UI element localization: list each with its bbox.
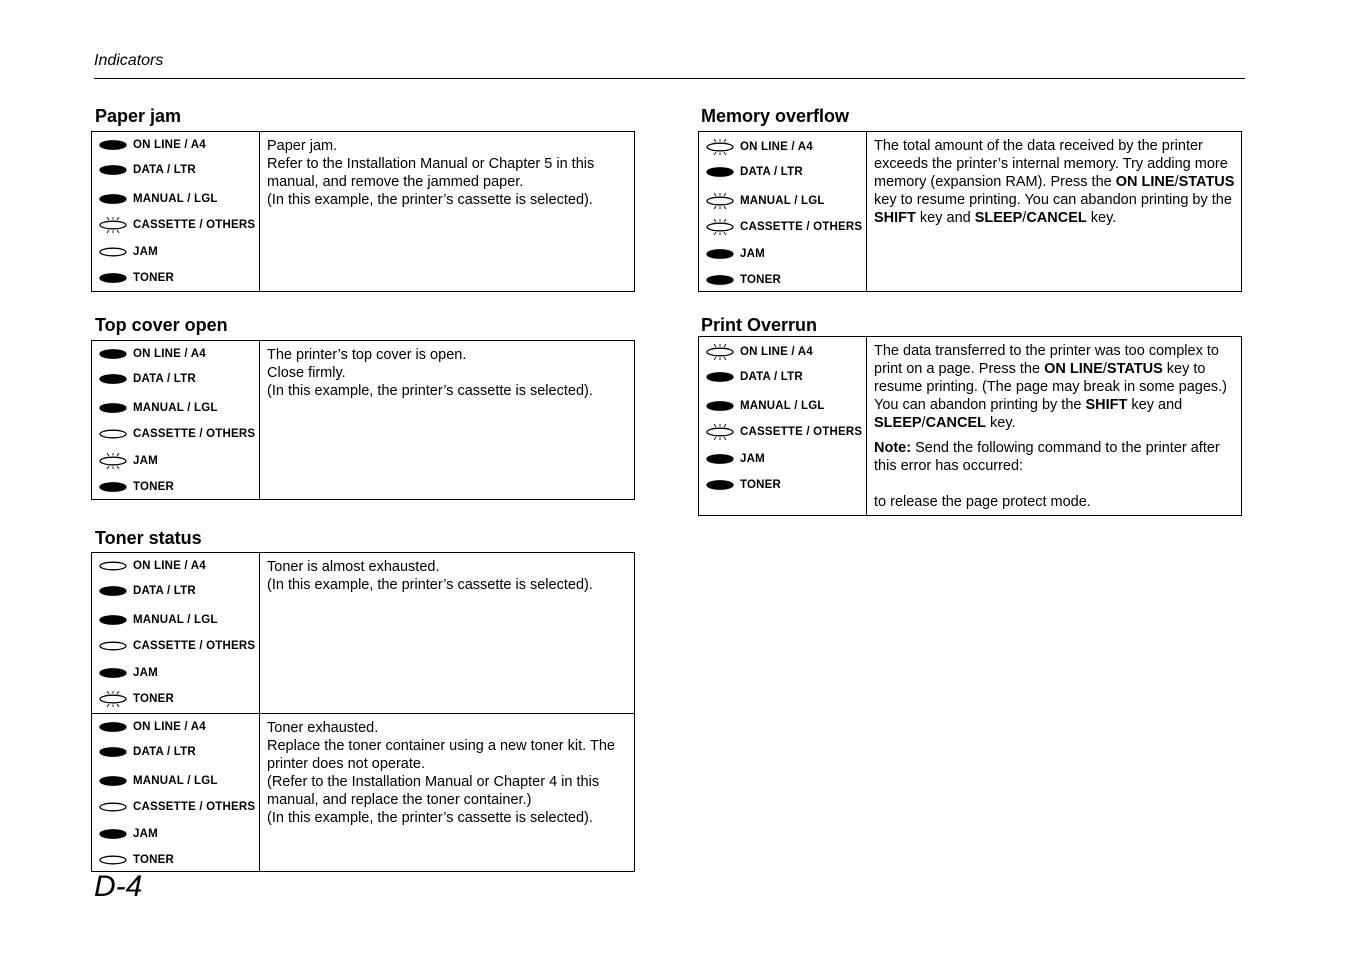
text: Replace the toner container using a new toner kit. The printer does not operate. — [267, 738, 615, 772]
indicator-light — [98, 638, 255, 654]
indicator-row — [92, 132, 634, 291]
led-on-icon — [705, 369, 735, 385]
indicator-light — [98, 162, 196, 178]
memory-overflow-title: Memory overflow — [701, 106, 850, 126]
led-blinking-icon — [98, 691, 128, 707]
indicator-light — [705, 246, 765, 262]
indicator-light — [98, 773, 218, 789]
indicator-light — [98, 217, 255, 233]
text: key. — [986, 415, 1016, 431]
led-on-icon — [705, 246, 735, 262]
indicator-light — [98, 612, 218, 628]
indicator-light — [98, 191, 218, 207]
indicator-row — [699, 132, 1241, 291]
led-off-icon — [98, 852, 128, 868]
indicator-light — [98, 852, 174, 868]
text: Send the following command to the printer after this error has occurred: — [874, 440, 1220, 474]
description — [867, 132, 1241, 291]
description-paragraph — [267, 191, 634, 209]
led-on-icon — [98, 371, 128, 387]
led-on-icon — [98, 270, 128, 286]
led-off-icon — [98, 799, 128, 815]
indicator-light — [98, 691, 174, 707]
led-on-icon — [705, 451, 735, 467]
text: / — [1102, 361, 1107, 377]
text: The printer’s top cover is open. — [267, 347, 467, 363]
text: Refer to the Installation Manual or Chapter 5 in this manual, and remove the jammed paper. — [267, 156, 595, 190]
text: key and — [1127, 397, 1183, 413]
bold-text: SHIFT — [1085, 397, 1128, 413]
indicator-label: DATA / LTR — [133, 373, 196, 385]
text: (In this example, the printer’s cassette is selected). — [267, 383, 593, 399]
indicator-label: TONER — [133, 481, 175, 493]
indicator-label: ON LINE / A4 — [133, 560, 206, 572]
bold-text: Note: — [874, 440, 912, 456]
led-blinking-icon — [705, 424, 735, 440]
led-blinking-icon — [705, 193, 735, 209]
text: Close firmly. — [267, 365, 346, 381]
indicator-label: ON LINE / A4 — [133, 348, 206, 360]
indicator-label: DATA / LTR — [133, 164, 196, 176]
indicator-light — [98, 826, 158, 842]
indicator-label: TONER — [740, 274, 782, 286]
indicator-light — [98, 426, 255, 442]
indicator-label: MANUAL / LGL — [740, 400, 825, 412]
indicator-label: ON LINE / A4 — [740, 141, 813, 153]
indicator-label: MANUAL / LGL — [740, 195, 825, 207]
indicator-label: JAM — [740, 453, 765, 465]
description-paragraph — [874, 475, 1241, 493]
description-paragraph — [267, 576, 634, 594]
led-blinking-icon — [705, 219, 735, 235]
text: Paper jam. — [267, 138, 338, 154]
indicator-row — [92, 713, 634, 871]
description-paragraph — [267, 809, 634, 827]
text: / — [1022, 210, 1027, 226]
led-on-icon — [98, 583, 128, 599]
indicator-label: CASSETTE / OTHERS — [740, 426, 863, 438]
description — [867, 337, 1241, 515]
indicator-light — [98, 400, 218, 416]
page-header: Indicators — [94, 52, 164, 69]
led-off-icon — [98, 638, 128, 654]
text: The total amount of the data received by the printer exceeds the printer’s internal memory. Try adding more memory (expansion RAM). Press the — [874, 138, 1228, 190]
text: (In this example, the printer’s cassette is selected). — [267, 192, 593, 208]
indicator-lamps — [92, 132, 260, 291]
indicator-label: CASSETTE / OTHERS — [133, 801, 256, 813]
bold-text: CANCEL — [925, 415, 986, 431]
led-on-icon — [98, 479, 128, 495]
print-overrun-table — [698, 336, 1242, 516]
indicator-label: DATA / LTR — [133, 746, 196, 758]
indicator-light — [705, 369, 803, 385]
indicator-label: TONER — [740, 479, 782, 491]
description-paragraph — [267, 773, 634, 809]
indicator-label: CASSETTE / OTHERS — [133, 640, 256, 652]
description-paragraph — [267, 558, 634, 576]
led-on-icon — [98, 773, 128, 789]
indicator-row — [92, 341, 634, 499]
indicator-label: DATA / LTR — [740, 371, 803, 383]
indicator-light — [98, 744, 196, 760]
description-paragraph — [267, 137, 634, 155]
header-rule — [94, 78, 1245, 79]
toner-status-title: Toner status — [95, 528, 202, 548]
indicator-label: MANUAL / LGL — [133, 614, 218, 626]
indicator-light — [705, 139, 813, 155]
led-on-icon — [98, 612, 128, 628]
indicator-light — [98, 558, 206, 574]
description-paragraph — [874, 342, 1241, 432]
indicator-light — [705, 164, 803, 180]
description-paragraph — [874, 493, 1241, 511]
bold-text: ON LINE — [1044, 361, 1103, 377]
led-blinking-icon — [705, 344, 735, 360]
led-on-icon — [98, 162, 128, 178]
indicator-light — [98, 799, 255, 815]
text: key and — [915, 210, 975, 226]
indicator-light — [98, 665, 158, 681]
paper-jam-table — [91, 131, 635, 292]
indicator-light — [98, 371, 196, 387]
bold-text: SLEEP — [874, 415, 922, 431]
description-paragraph — [267, 382, 634, 400]
text: Toner is almost exhausted. — [267, 559, 440, 575]
print-overrun-title: Print Overrun — [701, 315, 818, 335]
led-on-icon — [98, 826, 128, 842]
indicator-label: MANUAL / LGL — [133, 775, 218, 787]
led-on-icon — [98, 346, 128, 362]
bold-text: STATUS — [1106, 361, 1163, 377]
top-cover-open-table — [91, 340, 635, 500]
indicator-light — [98, 346, 206, 362]
bold-text: CANCEL — [1026, 210, 1087, 226]
led-off-icon — [98, 558, 128, 574]
text: key. — [1086, 210, 1117, 226]
indicator-lamps — [92, 553, 260, 713]
bold-text: ON LINE — [1115, 174, 1175, 190]
page-number: D-4 — [94, 870, 143, 903]
top-cover-open-title: Top cover open — [95, 315, 228, 335]
description-paragraph — [874, 137, 1241, 227]
text: Toner exhausted. — [267, 720, 379, 736]
led-on-icon — [705, 398, 735, 414]
led-on-icon — [98, 744, 128, 760]
led-on-icon — [98, 137, 128, 153]
text: The data transferred to the printer was too complex to print on a page. Press the — [874, 343, 1219, 377]
indicator-lamps — [92, 341, 260, 499]
toner-status-table — [91, 552, 635, 872]
led-blinking-icon — [98, 217, 128, 233]
led-blinking-icon — [705, 139, 735, 155]
text: / — [1174, 174, 1179, 190]
led-on-icon — [705, 164, 735, 180]
indicator-light — [705, 272, 781, 288]
indicator-lamps — [699, 132, 867, 291]
indicator-lamps — [92, 714, 260, 871]
indicator-label: ON LINE / A4 — [133, 139, 206, 151]
indicator-light — [705, 344, 813, 360]
indicator-light — [98, 583, 196, 599]
indicator-lamps — [699, 337, 867, 515]
led-off-icon — [98, 426, 128, 442]
indicator-label: JAM — [133, 667, 158, 679]
indicator-label: JAM — [133, 828, 158, 840]
description-paragraph — [267, 737, 634, 773]
text: to release the page protect mode. — [874, 494, 1091, 510]
led-on-icon — [98, 719, 128, 735]
text: key to resume printing. You can abandon printing by the — [874, 192, 1232, 208]
description — [260, 132, 634, 291]
indicator-label: DATA / LTR — [133, 585, 196, 597]
indicator-row — [699, 337, 1241, 515]
led-on-icon — [705, 477, 735, 493]
description — [260, 714, 634, 871]
indicator-label: ON LINE / A4 — [740, 346, 813, 358]
indicator-label: TONER — [133, 272, 175, 284]
text: key to resume printing. (The page may break in some pages.) You can abandon printing by the — [874, 361, 1228, 413]
led-on-icon — [98, 665, 128, 681]
indicator-label: JAM — [133, 455, 158, 467]
indicator-light — [705, 477, 781, 493]
indicator-label: DATA / LTR — [740, 166, 803, 178]
indicator-light — [98, 719, 206, 735]
bold-text: SLEEP — [974, 210, 1023, 226]
indicator-label: TONER — [133, 693, 175, 705]
indicator-light — [98, 137, 206, 153]
led-blinking-icon — [98, 453, 128, 469]
indicator-light — [705, 451, 765, 467]
led-on-icon — [705, 272, 735, 288]
indicator-light — [705, 424, 862, 440]
text: (In this example, the printer’s cassette is selected). — [267, 810, 593, 826]
memory-overflow-table — [698, 131, 1242, 292]
text: / — [921, 415, 926, 431]
description-paragraph — [874, 439, 1241, 475]
bold-text: STATUS — [1178, 174, 1235, 190]
indicator-label: JAM — [740, 248, 765, 260]
indicator-label: CASSETTE / OTHERS — [133, 428, 256, 440]
indicator-label: TONER — [133, 854, 175, 866]
indicator-light — [98, 244, 158, 260]
led-off-icon — [98, 244, 128, 260]
indicator-light — [705, 219, 862, 235]
description-paragraph — [267, 155, 634, 191]
indicator-light — [98, 479, 174, 495]
indicator-light — [98, 453, 158, 469]
indicator-label: JAM — [133, 246, 158, 258]
indicator-label: CASSETTE / OTHERS — [133, 219, 256, 231]
description — [260, 341, 634, 499]
bold-text: SHIFT — [874, 210, 916, 226]
indicator-light — [98, 270, 174, 286]
indicator-light — [705, 193, 825, 209]
indicator-label: ON LINE / A4 — [133, 721, 206, 733]
indicator-row — [92, 553, 634, 713]
paper-jam-title: Paper jam — [95, 106, 182, 126]
description-paragraph — [267, 364, 634, 382]
description — [260, 553, 634, 713]
text: (Refer to the Installation Manual or Chapter 4 in this manual, and replace the toner container.) — [267, 774, 600, 808]
indicator-light — [705, 398, 825, 414]
indicator-label: MANUAL / LGL — [133, 193, 218, 205]
text: (In this example, the printer’s cassette is selected). — [267, 577, 593, 593]
indicator-label: MANUAL / LGL — [133, 402, 218, 414]
indicator-label: CASSETTE / OTHERS — [740, 221, 863, 233]
led-on-icon — [98, 400, 128, 416]
description-paragraph — [267, 719, 634, 737]
led-on-icon — [98, 191, 128, 207]
description-paragraph — [267, 346, 634, 364]
